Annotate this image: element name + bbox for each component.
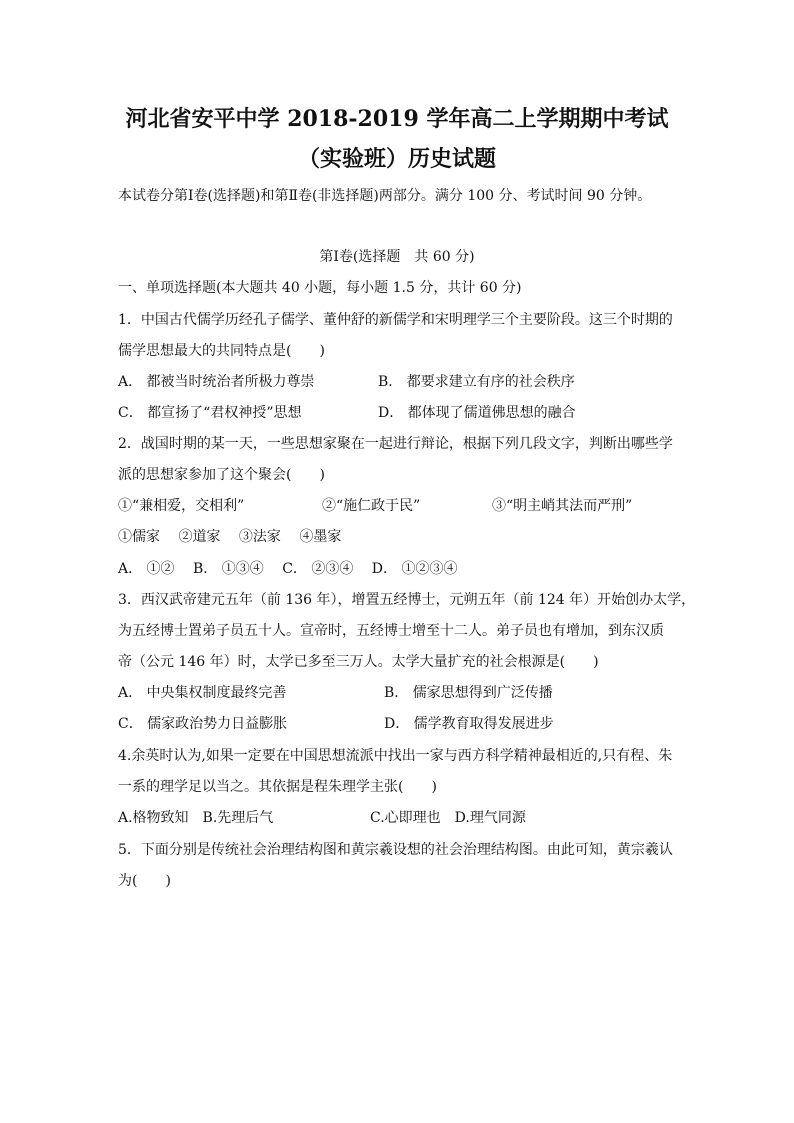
option-a: A． 都被当时统治者所极力尊崇 bbox=[118, 374, 315, 390]
question-text: 一系的理学足以当之。其依据是程朱理学主张( ) bbox=[118, 779, 437, 795]
exam-title-line1: 河北省安平中学 2018-2019 学年高二上学期期中考试 bbox=[125, 106, 669, 132]
question-text: 帝（公元 146 年）时，太学已多至三万人。太学大量扩充的社会根源是( ) bbox=[118, 654, 599, 670]
question-text: 1．中国古代儒学历经孔子儒学、董仲舒的新儒学和宋明理学三个主要阶段。这三个时期的 bbox=[118, 312, 673, 328]
options-row-ab: A.格物致知 B.先理后气 bbox=[118, 810, 274, 826]
section-heading: 一、单项选择题(本大题共 40 小题，每小题 1.5 分，共计 60 分) bbox=[118, 280, 522, 296]
school-list: ①儒家 ②道家 ③法家 ④墨家 bbox=[118, 529, 342, 545]
part1-title: 第Ⅰ卷(选择题 共 60 分) bbox=[319, 249, 475, 265]
statement-2: ②“施仁政于民” bbox=[322, 498, 421, 514]
options-row: A． ①② B． ①③④ C． ②③④ D． ①②③④ bbox=[118, 561, 458, 577]
question-text: 3．西汉武帝建元五年（前 136 年），增置五经博士，元朔五年（前 124 年）开始创办太学， bbox=[118, 592, 696, 608]
statement-1: ①“兼相爱，交相利” bbox=[118, 498, 245, 514]
option-d: D． 都体现了儒道佛思想的融合 bbox=[378, 405, 576, 421]
option-a: A． 中央集权制度最终完善 bbox=[118, 685, 287, 701]
question-text: 5．下面分别是传统社会治理结构图和黄宗羲设想的社会治理结构图。由此可知，黄宗羲认 bbox=[118, 842, 673, 858]
option-d: D． 儒学教育取得发展进步 bbox=[384, 716, 554, 732]
statement-3: ③“明主峭其法而严刑” bbox=[492, 498, 633, 514]
option-c: C． 都宣扬了“君权神授”思想 bbox=[118, 405, 302, 421]
question-text: 为( ) bbox=[118, 873, 171, 889]
question-text: 为五经博士置弟子员五十人。宣帝时，五经博士增至十二人。弟子员也有增加，到东汉质 bbox=[118, 623, 664, 639]
question-text: 2．战国时期的某一天，一些思想家聚在一起进行辩论，根据下列几段文字，判断出哪些学 bbox=[118, 436, 673, 452]
question-text: 4.余英时认为,如果一定要在中国思想流派中找出一家与西方科学精神最相近的,只有程、朱 bbox=[118, 748, 673, 764]
option-b: B． 都要求建立有序的社会秩序 bbox=[378, 374, 575, 390]
question-text: 派的思想家参加了这个聚会( ) bbox=[118, 467, 325, 483]
exam-intro: 本试卷分第Ⅰ卷(选择题)和第Ⅱ卷(非选择题)两部分。满分 100 分、考试时间 90 分钟。 bbox=[118, 188, 652, 204]
options-row-cd: C.心即理也 D.理气同源 bbox=[370, 810, 526, 826]
option-b: B． 儒家思想得到广泛传播 bbox=[384, 685, 553, 701]
exam-title-line2: （实验班）历史试题 bbox=[297, 146, 496, 172]
question-text: 儒学思想最大的共同特点是( ) bbox=[118, 343, 325, 359]
option-c: C． 儒家政治势力日益膨胀 bbox=[118, 716, 288, 732]
